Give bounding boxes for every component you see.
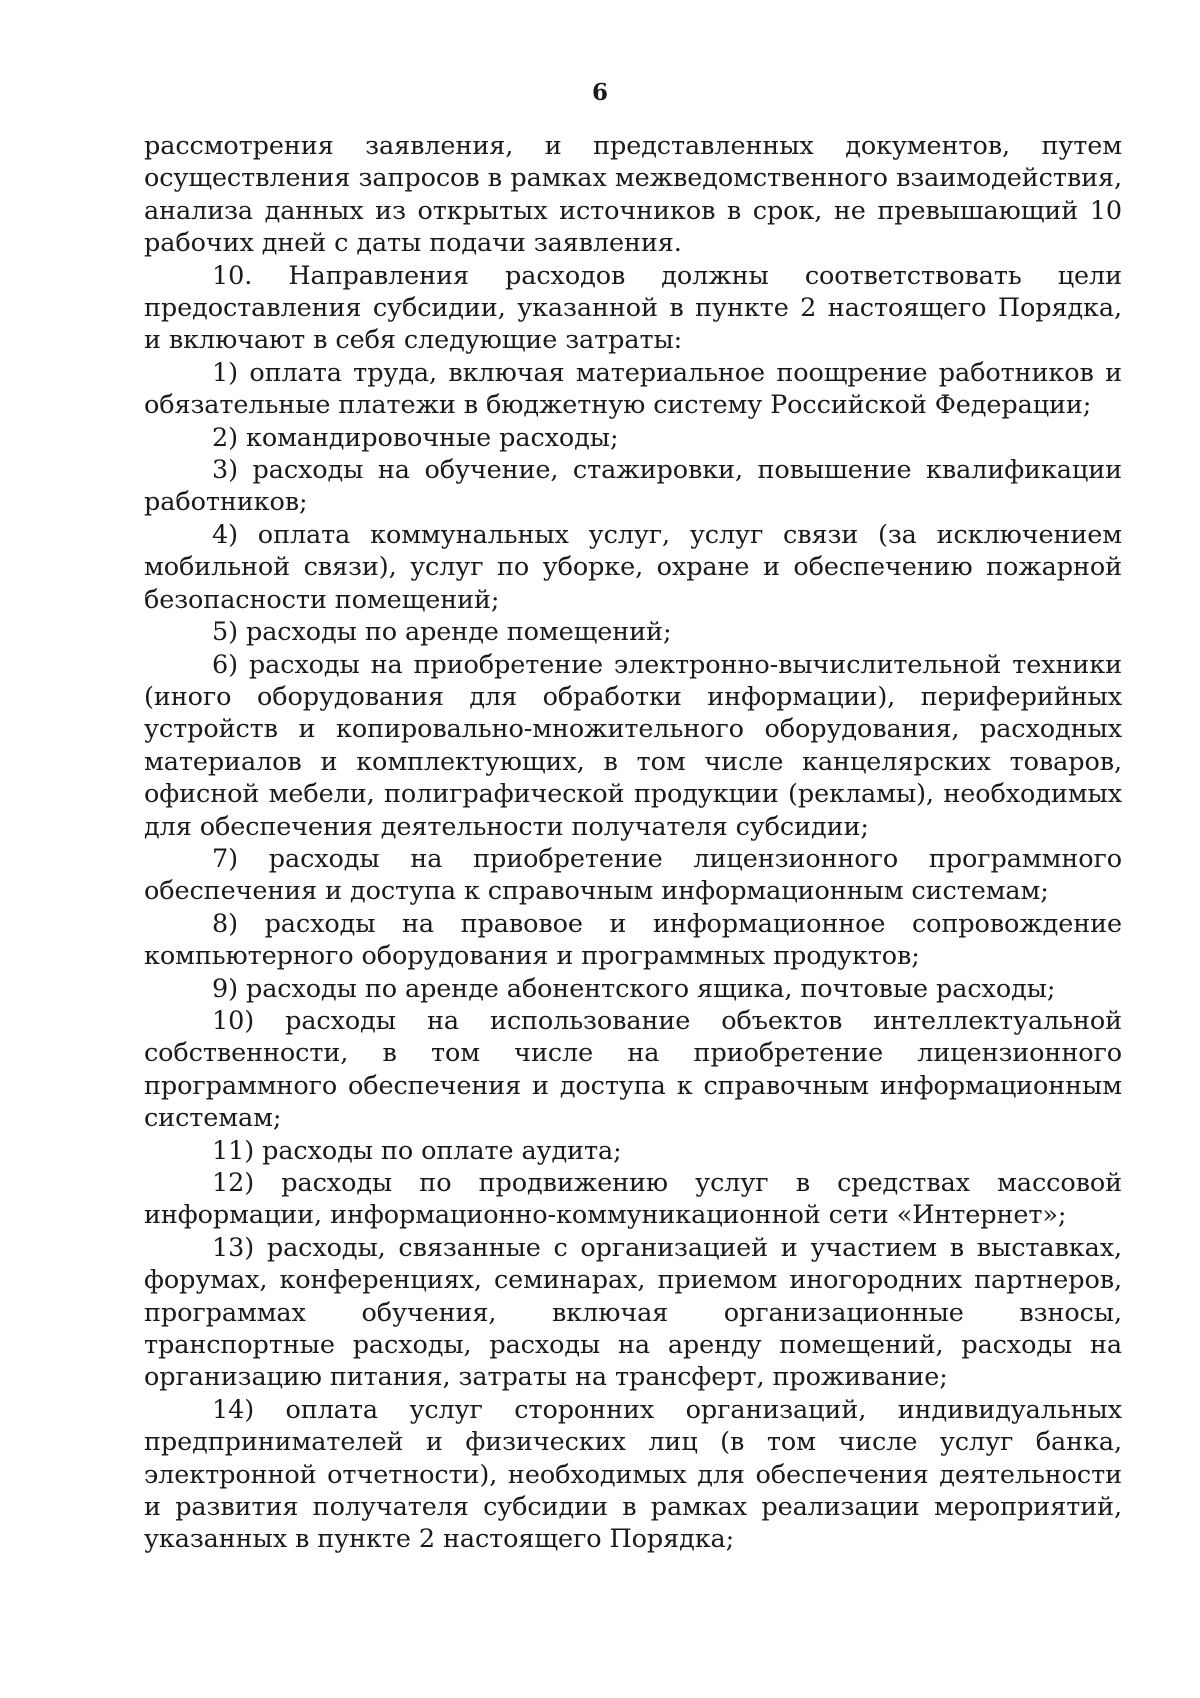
list-item-5: 5) расходы по аренде помещений;: [212, 617, 672, 648]
list-item-3: 3) расходы на обучение, стажировки, повышение квалификации работников;: [144, 455, 1122, 518]
paragraph-continuation: рассмотрения заявления, и представленных документов, путем осуществления запросов в рамках межведомственного взаимодействия, анализа данных из открытых источников в срок, не превышающий 10 рабочих дней с даты подачи заявления.: [144, 131, 1122, 259]
list-item-4: 4) оплата коммунальных услуг, услуг связи (за исключением мобильной связи), услуг по уборке, охране и обеспечению пожарной безопасности помещений;: [144, 519, 1122, 615]
list-item-6: 6) расходы на приобретение электронно-вычислительной техники (иного оборудования для обработки информации), периферийных устройств и копировально-множительного оборудования, расходных материалов и комплектующих, в том числе канцелярских товаров, офисной мебели, полиграфической продукции (рекламы), необходимых для обеспечения деятельности получателя субсидии;: [144, 649, 1122, 842]
list-item-9: 9) расходы по аренде абонентского ящика, почтовые расходы;: [212, 973, 1056, 1004]
list-item-12: 12) расходы по продвижению услуг в средствах массовой информации, информационно-коммуникационной сети «Интернет»;: [144, 1168, 1122, 1231]
list-item-1: 1) оплата труда, включая материальное поощрение работников и обязательные платежи в бюджетную систему Российской Федерации;: [144, 357, 1122, 421]
list-item-13: 13) расходы, связанные с организацией и участием в выставках, форумах, конференциях, семинарах, приемом иногородних партнеров, программах обучения, включая организационные взносы, транспортные расходы, расходы на аренду помещений, расходы на организацию питания, затраты на трансферт, проживание;: [144, 1232, 1122, 1393]
list-item-7: 7) расходы на приобретение лицензионного программного обеспечения и доступа к справочным информационным системам;: [144, 843, 1122, 907]
list-item-10: 10) расходы на использование объектов интеллектуальной собственности, в том числе на приобретение лицензионного программного обеспечения и доступа к справочным информационным системам;: [144, 1005, 1122, 1134]
list-item-2: 2) командировочные расходы;: [212, 422, 619, 453]
page-number: 6: [591, 79, 608, 106]
list-item-11: 11) расходы по оплате аудита;: [212, 1135, 622, 1166]
list-item-8: 8) расходы на правовое и информационное сопровождение компьютерного оборудования и программных продуктов;: [144, 908, 1122, 972]
document-body: [144, 130, 1122, 1556]
list-item-14: 14) оплата услуг сторонних организаций, индивидуальных предпринимателей и физических лиц (в том числе услуг банка, электронной отчетности), необходимых для обеспечения деятельности и развития получателя субсидии в рамках реализации мероприятий, указанных в пункте 2 настоящего Порядка;: [144, 1394, 1122, 1555]
paragraph-clause-10: 10. Направления расходов должны соответствовать цели предоставления субсидии, указанной в пункте 2 настоящего Порядка, и включают в себя следующие затраты:: [144, 260, 1122, 356]
